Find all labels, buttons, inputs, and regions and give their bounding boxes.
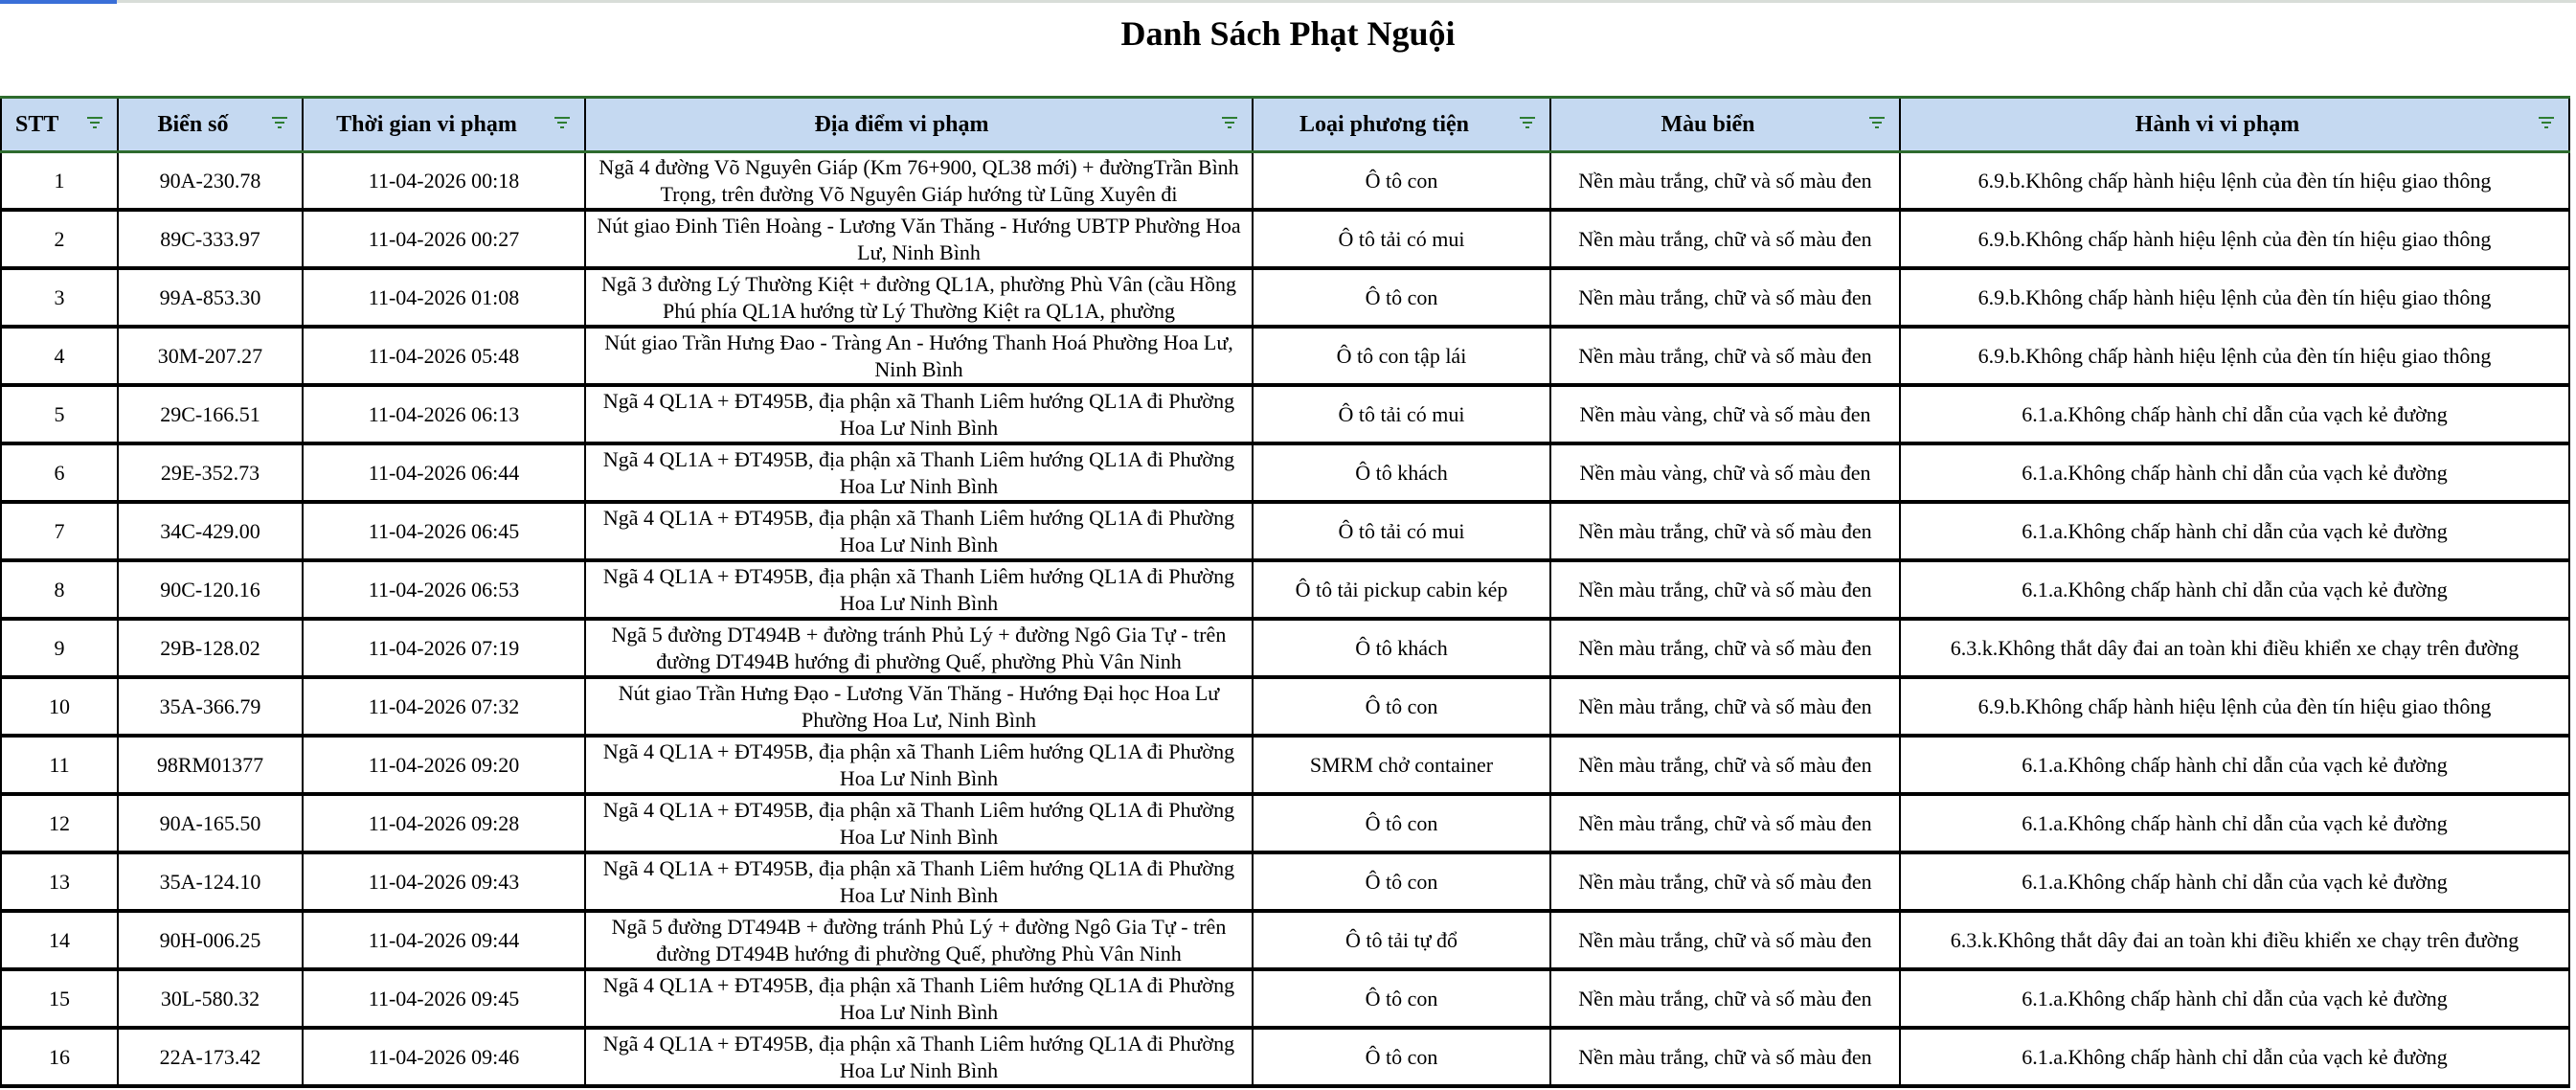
cell-text: Ô tô khách (1355, 635, 1448, 660)
cell-text: 15 (49, 986, 70, 1011)
cell-text: Ô tô tải tự đổ (1344, 927, 1458, 952)
cell-text: Ngã 4 QL1A + ĐT495B, địa phận xã Thanh Liêm hướng QL1A đi Phường Hoa Lư Ninh Bình (602, 738, 1235, 790)
cell-time[interactable] (303, 852, 585, 911)
cell-stt[interactable] (1, 502, 118, 560)
cell-text: Ô tô con (1365, 284, 1438, 309)
cell-text: 30M-207.27 (157, 343, 263, 368)
cell-plate-color[interactable] (1550, 736, 1900, 794)
cell-text: 22A-173.42 (159, 1044, 261, 1069)
cell-location[interactable] (585, 736, 1253, 794)
cell-text: 6.1.a.Không chấp hành chỉ dẫn của vạch kẻ đường (2022, 752, 2448, 777)
cell-text: 11-04-2026 09:28 (368, 810, 520, 835)
cell-text: Ô tô con (1365, 168, 1438, 193)
cell-time[interactable] (303, 268, 585, 327)
cell-vehicle-type[interactable] (1253, 736, 1550, 794)
filter-icon[interactable] (271, 117, 288, 132)
cell-vehicle-type[interactable] (1253, 152, 1550, 211)
cell-text: Ngã 4 QL1A + ĐT495B, địa phận xã Thanh Liêm hướng QL1A đi Phường Hoa Lư Ninh Bình (602, 855, 1235, 907)
cell-stt[interactable] (1, 152, 118, 211)
cell-text: 6.1.a.Không chấp hành chỉ dẫn của vạch kẻ đường (2022, 460, 2448, 485)
cell-plate-color[interactable] (1550, 1028, 1900, 1086)
cell-text: Ô tô tải có mui (1338, 401, 1465, 426)
cell-stt[interactable] (1, 385, 118, 443)
cell-text: Ngã 4 QL1A + ĐT495B, địa phận xã Thanh Liêm hướng QL1A đi Phường Hoa Lư Ninh Bình (602, 563, 1235, 615)
cell-plate[interactable] (118, 677, 303, 736)
cell-vehicle-type[interactable] (1253, 443, 1550, 502)
cell-location[interactable] (585, 911, 1253, 969)
cell-time[interactable] (303, 502, 585, 560)
cell-text: 11-04-2026 00:18 (368, 168, 520, 193)
cell-plate-color[interactable] (1550, 560, 1900, 619)
filter-icon[interactable] (554, 117, 571, 132)
filter-icon[interactable] (86, 117, 103, 132)
cell-text: 29B-128.02 (160, 635, 260, 660)
cell-stt[interactable] (1, 911, 118, 969)
cell-plate[interactable] (118, 794, 303, 852)
cell-text: Nền màu trắng, chữ và số màu đen (1578, 1044, 1872, 1069)
cell-plate[interactable] (118, 443, 303, 502)
cell-text: Ngã 5 đường DT494B + đường tránh Phủ Lý + đường Ngô Gia Tự - trên đường DT494B hướng đi phường Quế, phường Phù Vân Ninh (611, 914, 1227, 965)
column-header-label: Biển số (157, 111, 229, 137)
cell-location[interactable] (585, 560, 1253, 619)
cell-stt[interactable] (1, 268, 118, 327)
cell-text: Ô tô con tập lái (1336, 343, 1467, 368)
cell-plate[interactable] (118, 152, 303, 211)
cell-text: Ngã 3 đường Lý Thường Kiệt + đường QL1A, phường Phù Vân (cầu Hồng Phú phía QL1A hướng từ Lý Thường Kiệt ra QL1A, phường (600, 271, 1237, 323)
cell-plate[interactable] (118, 327, 303, 385)
cell-text: Nền màu trắng, chữ và số màu đen (1578, 168, 1872, 193)
cell-text: 11-04-2026 09:43 (368, 869, 520, 894)
cell-text: 11-04-2026 09:45 (368, 986, 520, 1011)
violations-table (0, 96, 2570, 1088)
cell-plate[interactable] (118, 852, 303, 911)
column-header-plate-color[interactable] (1550, 98, 1900, 152)
cell-text: 6.9.b.Không chấp hành hiệu lệnh của đèn tín hiệu giao thông (1977, 226, 2492, 251)
cell-vehicle-type[interactable] (1253, 1028, 1550, 1086)
cell-plate-color[interactable] (1550, 911, 1900, 969)
cell-location[interactable] (585, 327, 1253, 385)
cell-stt[interactable] (1, 852, 118, 911)
cell-text: Ô tô tải có mui (1338, 226, 1465, 251)
cell-violation[interactable] (1900, 560, 2569, 619)
cell-text: 11 (49, 752, 70, 777)
filter-icon[interactable] (1519, 117, 1536, 132)
cell-location[interactable] (585, 210, 1253, 268)
cell-text: 6.9.b.Không chấp hành hiệu lệnh của đèn tín hiệu giao thông (1977, 693, 2492, 718)
cell-text: 16 (49, 1044, 70, 1069)
cell-violation[interactable] (1900, 677, 2569, 736)
cell-location[interactable] (585, 268, 1253, 327)
cell-text: Nền màu trắng, chữ và số màu đen (1578, 869, 1872, 894)
cell-stt[interactable] (1, 443, 118, 502)
filter-icon[interactable] (2538, 117, 2555, 132)
cell-text: 10 (49, 693, 70, 718)
cell-plate-color[interactable] (1550, 152, 1900, 211)
cell-stt[interactable] (1, 560, 118, 619)
cell-text: Ô tô con (1365, 810, 1438, 835)
cell-time[interactable] (303, 619, 585, 677)
table-row (1, 268, 2569, 327)
cell-text: 6.1.a.Không chấp hành chỉ dẫn của vạch kẻ đường (2022, 869, 2448, 894)
table-row (1, 152, 2569, 211)
cell-text: 99A-853.30 (159, 284, 261, 309)
cell-vehicle-type[interactable] (1253, 911, 1550, 969)
cell-text: Ô tô con (1365, 1044, 1438, 1069)
cell-plate[interactable] (118, 619, 303, 677)
table-row (1, 327, 2569, 385)
cell-time[interactable] (303, 327, 585, 385)
cell-vehicle-type[interactable] (1253, 268, 1550, 327)
column-header-vehicle-type[interactable] (1253, 98, 1550, 152)
cell-text: 6.1.a.Không chấp hành chỉ dẫn của vạch kẻ đường (2022, 518, 2448, 543)
cell-time[interactable] (303, 911, 585, 969)
cell-vehicle-type[interactable] (1253, 210, 1550, 268)
cell-plate-color[interactable] (1550, 385, 1900, 443)
cell-stt[interactable] (1, 1028, 118, 1086)
cell-text: Ô tô khách (1355, 460, 1448, 485)
sheet-top-border (0, 0, 2576, 3)
cell-text: 14 (49, 927, 70, 952)
cell-location[interactable] (585, 152, 1253, 211)
cell-text: 11-04-2026 05:48 (368, 343, 520, 368)
cell-text: 11-04-2026 06:13 (368, 401, 520, 426)
cell-text: Ngã 4 QL1A + ĐT495B, địa phận xã Thanh Liêm hướng QL1A đi Phường Hoa Lư Ninh Bình (602, 505, 1235, 556)
cell-text: Ngã 4 QL1A + ĐT495B, địa phận xã Thanh Liêm hướng QL1A đi Phường Hoa Lư Ninh Bình (602, 388, 1235, 440)
table-row (1, 385, 2569, 443)
table-row (1, 794, 2569, 852)
cell-text: Ô tô con (1365, 986, 1438, 1011)
cell-plate-color[interactable] (1550, 327, 1900, 385)
cell-text: 90A-165.50 (159, 810, 261, 835)
sheet-title: Danh Sách Phạt Nguội (1120, 14, 1456, 53)
cell-text: 2 (54, 226, 65, 251)
column-header-location[interactable] (585, 98, 1253, 152)
cell-text: Ngã 4 QL1A + ĐT495B, địa phận xã Thanh Liêm hướng QL1A đi Phường Hoa Lư Ninh Bình (602, 446, 1235, 498)
cell-plate[interactable] (118, 560, 303, 619)
cell-stt[interactable] (1, 969, 118, 1028)
cell-violation[interactable] (1900, 1028, 2569, 1086)
cell-text: 6.3.k.Không thắt dây đai an toàn khi điều khiển xe chạy trên đường (1950, 635, 2520, 660)
cell-text: Ngã 4 QL1A + ĐT495B, địa phận xã Thanh Liêm hướng QL1A đi Phường Hoa Lư Ninh Bình (602, 797, 1235, 849)
cell-text: 6.1.a.Không chấp hành chỉ dẫn của vạch kẻ đường (2022, 986, 2448, 1011)
cell-text: Ô tô con (1365, 693, 1438, 718)
column-header-label: Hành vi vi phạm (2135, 111, 2300, 137)
table-row (1, 969, 2569, 1028)
cell-plate[interactable] (118, 911, 303, 969)
cell-text: 6 (54, 460, 65, 485)
cell-text: 3 (54, 284, 65, 309)
cell-text: 11-04-2026 09:20 (368, 752, 520, 777)
cell-text: 35A-124.10 (159, 869, 261, 894)
cell-text: 11-04-2026 09:44 (368, 927, 520, 952)
cell-vehicle-type[interactable] (1253, 560, 1550, 619)
cell-text: Nền màu trắng, chữ và số màu đen (1578, 343, 1872, 368)
filter-icon[interactable] (1868, 117, 1886, 132)
cell-violation[interactable] (1900, 502, 2569, 560)
cell-plate-color[interactable] (1550, 502, 1900, 560)
cell-violation[interactable] (1900, 443, 2569, 502)
cell-location[interactable] (585, 794, 1253, 852)
cell-violation[interactable] (1900, 327, 2569, 385)
cell-text: Nền màu vàng, chữ và số màu đen (1579, 401, 1871, 426)
cell-vehicle-type[interactable] (1253, 794, 1550, 852)
cell-text: 29E-352.73 (160, 460, 260, 485)
table-row (1, 852, 2569, 911)
cell-text: Nút giao Trần Hưng Đạo - Lương Văn Thăng - Hướng Đại học Hoa Lư Phường Hoa Lư, Ninh Bình (618, 680, 1220, 732)
cell-text: 6.9.b.Không chấp hành hiệu lệnh của đèn tín hiệu giao thông (1977, 168, 2492, 193)
cell-plate-color[interactable] (1550, 677, 1900, 736)
cell-time[interactable] (303, 152, 585, 211)
cell-text: Ô tô tải pickup cabin kép (1295, 577, 1508, 602)
cell-location[interactable] (585, 1028, 1253, 1086)
cell-stt[interactable] (1, 794, 118, 852)
column-header-plate[interactable] (118, 98, 303, 152)
cell-text: Nút giao Trần Hưng Đao - Tràng An - Hướng Thanh Hoá Phường Hoa Lư, Ninh Bình (604, 329, 1233, 381)
cell-time[interactable] (303, 385, 585, 443)
cell-violation[interactable] (1900, 152, 2569, 211)
cell-text: 6.9.b.Không chấp hành hiệu lệnh của đèn tín hiệu giao thông (1977, 284, 2492, 309)
cell-plate-color[interactable] (1550, 210, 1900, 268)
table-row (1, 911, 2569, 969)
cell-violation[interactable] (1900, 852, 2569, 911)
cell-time[interactable] (303, 560, 585, 619)
cell-text: 6.1.a.Không chấp hành chỉ dẫn của vạch kẻ đường (2022, 577, 2448, 602)
cell-stt[interactable] (1, 677, 118, 736)
table-row (1, 677, 2569, 736)
cell-text: 11-04-2026 00:27 (368, 226, 520, 251)
cell-text: 6.1.a.Không chấp hành chỉ dẫn của vạch kẻ đường (2022, 1044, 2448, 1069)
cell-text: 6.9.b.Không chấp hành hiệu lệnh của đèn tín hiệu giao thông (1977, 343, 2492, 368)
cell-location[interactable] (585, 502, 1253, 560)
cell-text: 89C-333.97 (160, 226, 260, 251)
filter-icon[interactable] (1221, 117, 1238, 132)
cell-text: Nền màu trắng, chữ và số màu đen (1578, 284, 1872, 309)
cell-plate-color[interactable] (1550, 268, 1900, 327)
cell-text: 34C-429.00 (160, 518, 260, 543)
column-header-violation[interactable] (1900, 98, 2569, 152)
cell-plate[interactable] (118, 736, 303, 794)
cell-text: 6.3.k.Không thắt dây đai an toàn khi điều khiển xe chạy trên đường (1950, 927, 2520, 952)
cell-text: Ngã 5 đường DT494B + đường tránh Phủ Lý + đường Ngô Gia Tự - trên đường DT494B hướng đi phường Quế, phường Phù Vân Ninh (611, 622, 1227, 673)
column-header-label: Loại phương tiện (1299, 111, 1470, 137)
cell-vehicle-type[interactable] (1253, 852, 1550, 911)
cell-text: 13 (49, 869, 70, 894)
cell-location[interactable] (585, 619, 1253, 677)
cell-stt[interactable] (1, 619, 118, 677)
cell-text: 11-04-2026 09:46 (368, 1044, 520, 1069)
cell-text: 11-04-2026 06:53 (368, 577, 520, 602)
cell-vehicle-type[interactable] (1253, 677, 1550, 736)
cell-text: Nền màu trắng, chữ và số màu đen (1578, 518, 1872, 543)
selected-cell-indicator (0, 0, 117, 4)
cell-text: 9 (54, 635, 65, 660)
header-row (1, 98, 2569, 152)
cell-text: 12 (49, 810, 70, 835)
cell-time[interactable] (303, 1028, 585, 1086)
cell-violation[interactable] (1900, 911, 2569, 969)
cell-text: Nền màu trắng, chữ và số màu đen (1578, 693, 1872, 718)
cell-time[interactable] (303, 794, 585, 852)
table-row (1, 1028, 2569, 1086)
cell-plate-color[interactable] (1550, 619, 1900, 677)
cell-text: Nút giao Đinh Tiên Hoàng - Lương Văn Thăng - Hướng UBTP Phường Hoa Lư, Ninh Bình (597, 213, 1241, 264)
cell-text: Nền màu trắng, chữ và số màu đen (1578, 927, 1872, 952)
cell-text: 11-04-2026 07:19 (368, 635, 520, 660)
cell-text: 90A-230.78 (159, 168, 261, 193)
cell-text: Ô tô con (1365, 869, 1438, 894)
cell-plate[interactable] (118, 1028, 303, 1086)
cell-plate[interactable] (118, 969, 303, 1028)
cell-text: 7 (54, 518, 65, 543)
cell-text: 30L-580.32 (160, 986, 260, 1011)
cell-text: Nền màu trắng, chữ và số màu đen (1578, 752, 1872, 777)
cell-text: 35A-366.79 (159, 693, 261, 718)
cell-plate[interactable] (118, 385, 303, 443)
cell-text: Nền màu vàng, chữ và số màu đen (1579, 460, 1871, 485)
cell-text: 6.1.a.Không chấp hành chỉ dẫn của vạch kẻ đường (2022, 810, 2448, 835)
cell-location[interactable] (585, 969, 1253, 1028)
cell-text: Nền màu trắng, chữ và số màu đen (1578, 226, 1872, 251)
cell-text: Ngã 4 đường Võ Nguyên Giáp (Km 76+900, QL38 mới) + đườngTrần Bình Trọng, trên đường Võ Nguyên Giáp hướng từ Lũng Xuyên đi (599, 154, 1239, 206)
cell-time[interactable] (303, 677, 585, 736)
cell-text: Nền màu trắng, chữ và số màu đen (1578, 635, 1872, 660)
cell-text: 4 (54, 343, 65, 368)
cell-text: 11-04-2026 06:44 (368, 460, 520, 485)
cell-text: 90H-006.25 (159, 927, 261, 952)
cell-text: Ô tô tải có mui (1338, 518, 1465, 543)
cell-text: 90C-120.16 (160, 577, 260, 602)
cell-vehicle-type[interactable] (1253, 385, 1550, 443)
cell-stt[interactable] (1, 210, 118, 268)
cell-plate-color[interactable] (1550, 443, 1900, 502)
cell-text: Ngã 4 QL1A + ĐT495B, địa phận xã Thanh Liêm hướng QL1A đi Phường Hoa Lư Ninh Bình (602, 972, 1235, 1024)
cell-text: 11-04-2026 06:45 (368, 518, 520, 543)
cell-text: 98RM01377 (156, 752, 264, 777)
cell-stt[interactable] (1, 736, 118, 794)
table-row (1, 560, 2569, 619)
cell-location[interactable] (585, 677, 1253, 736)
cell-violation[interactable] (1900, 969, 2569, 1028)
column-header-label: Địa điểm vi phạm (814, 111, 989, 137)
cell-location[interactable] (585, 443, 1253, 502)
cell-vehicle-type[interactable] (1253, 502, 1550, 560)
cell-time[interactable] (303, 210, 585, 268)
cell-plate-color[interactable] (1550, 969, 1900, 1028)
cell-violation[interactable] (1900, 736, 2569, 794)
cell-plate[interactable] (118, 268, 303, 327)
cell-vehicle-type[interactable] (1253, 619, 1550, 677)
cell-vehicle-type[interactable] (1253, 969, 1550, 1028)
column-header-time[interactable] (303, 98, 585, 152)
cell-text: 1 (54, 168, 65, 193)
cell-location[interactable] (585, 852, 1253, 911)
cell-violation[interactable] (1900, 210, 2569, 268)
cell-text: 11-04-2026 07:32 (368, 693, 520, 718)
cell-vehicle-type[interactable] (1253, 327, 1550, 385)
cell-text: 5 (54, 401, 65, 426)
table-row (1, 443, 2569, 502)
cell-violation[interactable] (1900, 794, 2569, 852)
cell-text: 8 (54, 577, 65, 602)
cell-violation[interactable] (1900, 385, 2569, 443)
cell-text: Nền màu trắng, chữ và số màu đen (1578, 577, 1872, 602)
cell-text: 6.1.a.Không chấp hành chỉ dẫn của vạch kẻ đường (2022, 401, 2448, 426)
cell-text: SMRM chở container (1309, 752, 1494, 777)
cell-plate-color[interactable] (1550, 852, 1900, 911)
cell-stt[interactable] (1, 327, 118, 385)
cell-plate-color[interactable] (1550, 794, 1900, 852)
cell-text: Nền màu trắng, chữ và số màu đen (1578, 986, 1872, 1011)
cell-text: 29C-166.51 (160, 401, 260, 426)
cell-text: Ngã 4 QL1A + ĐT495B, địa phận xã Thanh Liêm hướng QL1A đi Phường Hoa Lư Ninh Bình (602, 1031, 1235, 1082)
cell-time[interactable] (303, 443, 585, 502)
cell-violation[interactable] (1900, 619, 2569, 677)
column-header-label: Màu biển (1661, 111, 1755, 137)
cell-time[interactable] (303, 969, 585, 1028)
cell-text: Nền màu trắng, chữ và số màu đen (1578, 810, 1872, 835)
column-header-stt[interactable] (1, 98, 118, 152)
table-row (1, 619, 2569, 677)
cell-text: 11-04-2026 01:08 (368, 284, 520, 309)
cell-plate[interactable] (118, 210, 303, 268)
table-row (1, 210, 2569, 268)
cell-location[interactable] (585, 385, 1253, 443)
table-row (1, 736, 2569, 794)
cell-violation[interactable] (1900, 268, 2569, 327)
cell-plate[interactable] (118, 502, 303, 560)
column-header-label: Thời gian vi phạm (336, 111, 517, 137)
cell-time[interactable] (303, 736, 585, 794)
table-row (1, 502, 2569, 560)
column-header-label: STT (15, 111, 59, 137)
